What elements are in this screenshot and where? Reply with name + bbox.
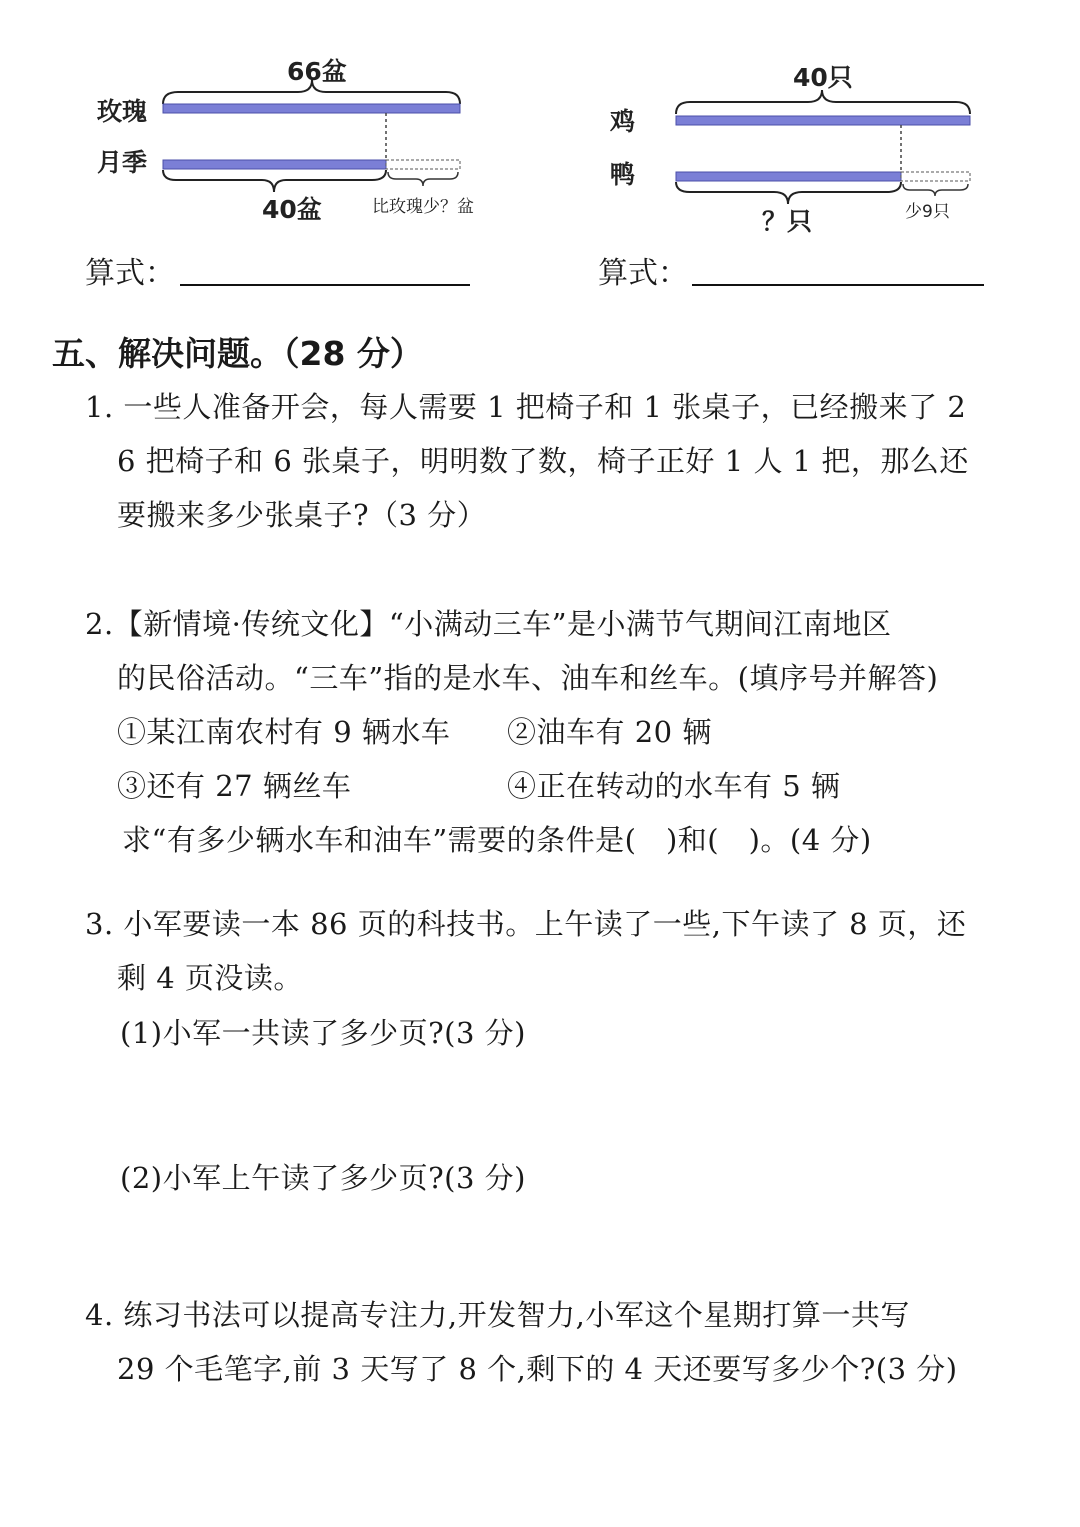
q4-line-2: 29 个毛笔字,前 3 天写了 8 个,剩下的 4 天还要写多少个?(3 分): [117, 1352, 958, 1386]
difference-box: [901, 172, 970, 181]
q2-option-2: ②油车有 20 辆: [507, 715, 712, 749]
roses-total-label: 66盆: [287, 57, 347, 86]
q4-line-1: 4. 练习书法可以提高专注力,开发智力,小军这个星期打算一共写: [85, 1298, 910, 1332]
duck-row-label: 鸭: [610, 160, 636, 189]
q3-subquestion-2: (2)小军上午读了多少页?(3 分): [120, 1161, 526, 1195]
bottom-brace: [163, 170, 386, 192]
q3-line-1: 3. 小军要读一本 86 页的科技书。上午读了一些,下午读了 8 页，还: [85, 907, 967, 941]
chicken-row-label: 鸡: [610, 107, 636, 136]
duck-total-label: ？只: [762, 207, 813, 236]
formula-answer-blank-left[interactable]: [180, 284, 470, 286]
bottom-brace: [676, 182, 901, 204]
difference-brace: [388, 172, 458, 186]
formula-label-right: 算式：: [598, 256, 688, 291]
yueji-bar: [163, 160, 386, 169]
q3-line-2: 剩 4 页没读。: [117, 961, 303, 995]
q2-line-1: 2.【新情境·传统文化】“小满动三车”是小满节气期间江南地区: [85, 607, 892, 641]
yueji-total-label: 40盆: [262, 195, 322, 224]
q2-option-3: ③还有 27 辆丝车: [117, 769, 352, 803]
q2-option-4: ④正在转动的水车有 5 辆: [507, 769, 841, 803]
rose-row-label: 玫瑰: [97, 97, 148, 126]
q1-line-3: 要搬来多少张桌子?（3 分）: [117, 498, 487, 532]
section-title: 五、解决问题。（28 分）: [52, 334, 423, 373]
formula-answer-blank-right[interactable]: [692, 284, 984, 286]
q3-subquestion-1: (1)小军一共读了多少页?(3 分): [120, 1016, 526, 1050]
formula-label-left: 算式：: [85, 256, 175, 291]
difference-box: [386, 160, 460, 169]
yueji-row-label: 月季: [97, 148, 148, 177]
q1-line-1: 1. 一些人准备开会，每人需要 1 把椅子和 1 张桌子，已经搬来了 2: [85, 390, 967, 424]
difference-brace: [903, 184, 968, 196]
q2-line-5: 求“有多少辆水车和油车”需要的条件是( )和( )。(4 分): [122, 823, 872, 857]
q2-line-2: 的民俗活动。“三车”指的是水车、油车和丝车。(填序号并解答): [117, 661, 939, 695]
q2-option-1: ①某江南农村有 9 辆水车: [117, 715, 451, 749]
rose-bar: [163, 104, 460, 113]
chicken-duck-difference-label: 少9只: [905, 202, 950, 222]
chicken-bar: [676, 116, 970, 125]
roses-difference-label: 比玫瑰少？盆: [372, 197, 474, 217]
duck-bar: [676, 172, 901, 181]
q1-line-2: 6 把椅子和 6 张桌子，明明数了数，椅子正好 1 人 1 把，那么还: [117, 444, 969, 478]
chicken-total-label: 40只: [793, 63, 853, 92]
